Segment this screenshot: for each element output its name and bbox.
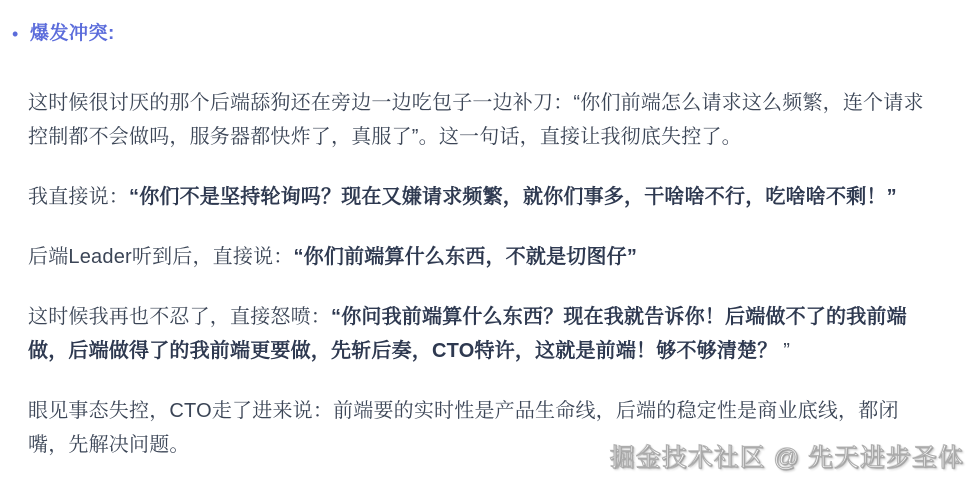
paragraph-text: ”: [777, 340, 791, 362]
paragraph-text: 我直接说：: [28, 186, 129, 208]
paragraph-text: 这时候我再也不忍了，直接怒喷：: [28, 306, 331, 328]
watermark-text: 掘金技术社区 @ 先天进步圣体: [609, 444, 964, 472]
paragraph: [28, 300, 938, 368]
article-body: [12, 22, 942, 462]
paragraph: [28, 180, 938, 214]
section-heading-row: [12, 22, 942, 46]
paragraph-text: 后端Leader听到后，直接说：: [28, 246, 294, 268]
paragraph-text: 眼见事态失控，CTO走了进来说：前端要的实时性是产品生命线，后端的稳定性是商业底线，都闭嘴，先解决问题。: [28, 400, 899, 456]
paragraph: [28, 240, 938, 274]
quote-bold-text: “你们前端算什么东西，不就是切图仔”: [293, 246, 638, 268]
quote-bold-text: “你问我前端算什么东西？现在我就告诉你！后端做不了的我前端做，后端做得了的我前端更要做，先斩后奏，CTO特许，这就是前端！够不够清楚？: [28, 306, 907, 362]
quote-bold-text: “你们不是坚持轮询吗？现在又嫌请求频繁，就你们事多，干啥啥不行，吃啥啥不剩！”: [129, 186, 897, 208]
article-paragraphs: [28, 86, 938, 462]
paragraph: [28, 86, 938, 154]
bullet-icon: •: [12, 24, 19, 44]
section-heading: 爆发冲突:: [30, 23, 115, 44]
paragraph-text: 这时候很讨厌的那个后端舔狗还在旁边一边吃包子一边补刀：“你们前端怎么请求这么频繁，连个请求控制都不会做吗，服务器都快炸了，真服了”。这一句话，直接让我彻底失控了。: [28, 92, 924, 148]
